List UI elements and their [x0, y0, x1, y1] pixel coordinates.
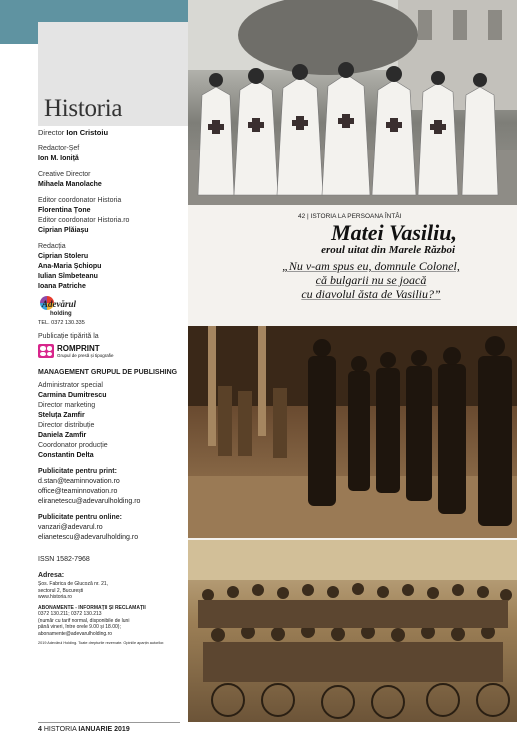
email-link[interactable]: elianetescu@adevarulholding.ro — [38, 534, 139, 541]
newsroom-name: Ioana Patriche — [38, 283, 86, 290]
subscription-email[interactable]: abonamente@adevarulholding.ro — [38, 630, 113, 637]
quote-line: cu diavolul ăsta de Vasiliu?” — [301, 287, 441, 301]
admin-role: Administrator special — [38, 382, 103, 389]
email-link[interactable]: d.stan@teaminnovation.ro — [38, 478, 120, 485]
online-ads-title: Publicitate pentru online: — [38, 514, 123, 521]
distribution-role: Director distribuție — [38, 422, 95, 429]
print-label: Publicație tipărită la — [38, 333, 99, 340]
website-link[interactable]: www.historia.ro — [38, 594, 72, 600]
editor-chief-name: Ion M. Ioniță — [38, 155, 79, 162]
production-name: Constantin Delta — [38, 452, 94, 459]
director-role: Director — [38, 128, 65, 137]
production-role: Coordonator producție — [38, 442, 108, 449]
address-line: sectorul 2, București — [38, 587, 84, 594]
print-ads-title: Publicitate pentru print: — [38, 468, 117, 475]
article-quote — [246, 259, 496, 301]
quote-line: „Nu v-am spus eu, domnule Colonel, — [282, 259, 460, 273]
management-title: MANAGEMENT GRUPUL DE PUBLISHING — [38, 369, 178, 376]
creative-role: Creative Director — [38, 171, 91, 178]
page-footer — [0, 722, 517, 750]
page-folio — [38, 726, 130, 733]
newsroom-name: Ana-Maria Șchiopu — [38, 263, 102, 270]
address-line: Șos. Fabrica de Glucoză nr. 21, — [38, 581, 109, 587]
quote-line: că bulgarii nu se joacă — [315, 273, 427, 287]
footer-issue: IANUARIE 2019 — [78, 726, 130, 733]
magazine-logo: Historia — [44, 95, 123, 122]
romprint-logo: ROMPRINT Grupul de presă și tipografie — [38, 344, 180, 358]
masthead-credits — [38, 128, 180, 646]
distribution-name: Daniela Zamfir — [38, 432, 87, 439]
publisher-phone: TEL. 0372 130.335 — [38, 320, 85, 326]
marketing-name: Steluța Zamfir — [38, 412, 85, 419]
page-reference[interactable]: 42 | ISTORIA LA PERSOANA ÎNTÂI — [298, 213, 402, 220]
handshake-illustration — [188, 326, 517, 538]
email-link[interactable]: office@teaminnovation.ro — [38, 488, 118, 495]
newsroom-role: Redacția — [38, 243, 66, 250]
address-title: Adresa: — [38, 572, 65, 579]
masthead-column — [0, 0, 188, 750]
newsroom-name: Iulian Sîmbeteanu — [38, 273, 98, 280]
footer-magazine: HISTORIA — [43, 726, 77, 733]
director-line — [38, 128, 180, 138]
footer-divider — [38, 722, 180, 723]
subscription-line: (număr cu tarif normal, disponibile de luni — [38, 617, 130, 624]
editor-chief-role: Redactor-Șef — [38, 145, 80, 152]
creative-name: Mihaela Manolache — [38, 181, 102, 188]
coord-ro-role: Editor coordonator Historia.ro — [38, 217, 130, 224]
procession-illustration — [188, 0, 517, 205]
article-subhead: eroul uitat din Marele Război — [321, 244, 455, 256]
coord-historia-name: Florentina Țone — [38, 207, 91, 214]
copyright: 2019 Adevărul Holding. Toate drepturile rezervate. Opiniile aparțin autorilor. — [38, 641, 165, 645]
historic-photo-procession — [188, 0, 517, 205]
email-link[interactable]: eliranetescu@adevarulholding.ro — [38, 498, 141, 505]
adevarul-holding-logo: Adevărul holding — [38, 296, 180, 318]
feature-panel — [188, 0, 517, 722]
newsroom-name: Ciprian Stoleru — [38, 253, 89, 260]
article-headline: Matei Vasiliu, — [331, 220, 457, 245]
marketing-role: Director marketing — [38, 402, 96, 409]
issn: ISSN 1582-7968 — [38, 556, 90, 563]
coord-ro-name: Ciprian Plăiașu — [38, 227, 89, 234]
email-link[interactable]: vanzari@adevarul.ro — [38, 524, 103, 531]
admin-name: Carmina Dumitrescu — [38, 392, 107, 399]
subscription-line: până vineri, între orele 9.00 și 18.00); — [38, 624, 121, 630]
historic-photo-handshake — [188, 326, 517, 538]
historic-photo-soldiers — [188, 540, 517, 722]
romprint-icon — [38, 344, 54, 358]
coord-historia-role: Editor coordonator Historia — [38, 197, 122, 204]
subscription-line: 0372 130.211; 0372 130.213 — [38, 611, 102, 617]
page-number: 4 — [38, 726, 42, 733]
director-name: Ion Cristoiu — [66, 128, 109, 137]
subscriptions-title: ABONAMENTE - INFORMAȚII ȘI RECLAMAȚII — [38, 604, 146, 611]
soldiers-illustration — [188, 540, 517, 722]
